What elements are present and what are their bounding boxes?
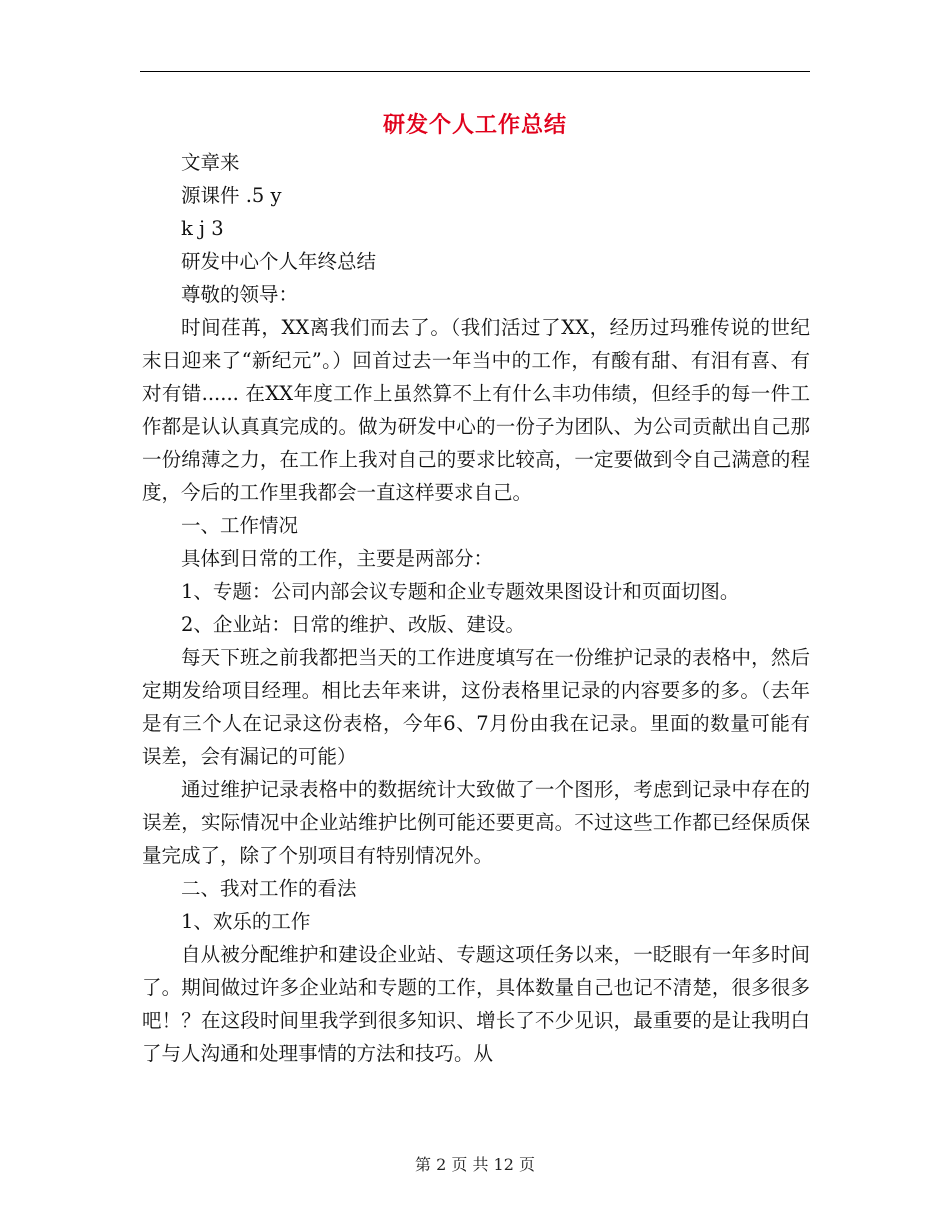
paragraph: 2、企业站：日常的维护、改版、建设。 xyxy=(181,613,525,636)
section-heading: 一、工作情况 xyxy=(181,514,299,537)
paragraph: 通过维护记录表格中的数据统计大致做了一个图形，考虑到记录中存在的误差，实际情况中企业站维护比例可能还要更高。不过这些工作都已经保质保量完成了，除了个别项目有特别情况外。 xyxy=(142,778,810,867)
paragraph: 文章来 xyxy=(181,151,240,174)
page-footer: 第 2 页 共 12 页 xyxy=(415,1155,535,1174)
paragraph: 时间荏苒，XX离我们而去了。（我们活过了XX，经历过玛雅传说的世纪末日迎来了“新纪元”。）回首过去一年当中的工作，有酸有甜、有泪有喜、有对有错...... 在XX年度工作上虽然算不上有什么丰功伟绩，但经手的每一件工作都是认认真真完成的。做为研发中心的一份子为团队、为公司贡献出自己那一份绵薄之力，在工作上我对自己的要求比较高，一定要做到令自己满意的程度，今后的工作里我都会一直这样要求自己。 xyxy=(142,316,810,504)
paragraph: k j 3 xyxy=(181,217,224,240)
paragraph: 1、专题：公司内部会议专题和企业专题效果图设计和页面切图。 xyxy=(181,580,740,603)
section-heading: 二、我对工作的看法 xyxy=(181,877,357,900)
paragraph: 研发中心个人年终总结 xyxy=(181,250,377,273)
paragraph: 自从被分配维护和建设企业站、专题这项任务以来，一眨眼有一年多时间了。期间做过许多企业站和专题的工作，具体数量自己也记不清楚，很多很多吧！？在这段时间里我学到很多知识、增长了不少见识，最重要的是让我明白了与人沟通和处理事情的方法和技巧。从 xyxy=(142,943,810,1065)
paragraph: 源课件 .5 y xyxy=(181,184,282,207)
paragraph: 具体到日常的工作，主要是两部分： xyxy=(181,547,494,570)
document-title: 研发个人工作总结 xyxy=(382,113,567,138)
subsection-heading: 1、欢乐的工作 xyxy=(181,910,311,933)
document-body xyxy=(142,146,810,1070)
header-rule xyxy=(140,71,810,72)
paragraph: 每天下班之前我都把当天的工作进度填写在一份维护记录的表格中，然后定期发给项目经理。相比去年来讲，这份表格里记录的内容要多的多。（去年是有三个人在记录这份表格，今年6、7月份由我在记录。里面的数量可能有误差，会有漏记的可能） xyxy=(142,646,810,768)
paragraph: 尊敬的领导： xyxy=(181,283,299,306)
